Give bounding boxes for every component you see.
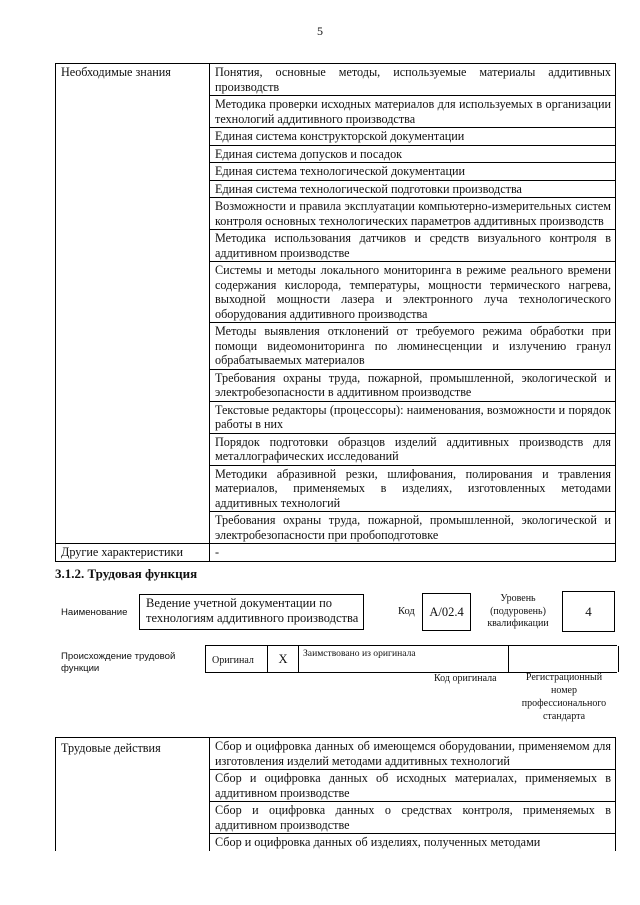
knowledge-item: Единая система технологической подготовки производства: [210, 180, 616, 198]
origin-label: Происхождение трудовой функции: [61, 651, 176, 674]
actions-table: [55, 737, 616, 851]
knowledge-item: Возможности и правила эксплуатации компьютерно-измерительных систем контроля основных технологических параметров аддитивных производств: [210, 198, 616, 230]
knowledge-item: Порядок подготовки образцов изделий аддитивных производств для металлографических исследований: [210, 433, 616, 465]
knowledge-item: Системы и методы локального мониторинга в режиме реального времени содержания кислорода, температуры, мощности термического нагрева, выходной мощности лазера и электронного луча технологического оборудования аддитивного производства: [210, 262, 616, 323]
level-label: Уровень (подуровень) квалификации: [487, 593, 549, 629]
borrowed-label: Заимствовано из оригинала: [303, 648, 416, 659]
other-label: Другие характеристики: [56, 544, 210, 562]
action-item: Сбор и оцифровка данных об изделиях, полученных методами: [210, 834, 616, 851]
origin-row: [205, 645, 617, 673]
knowledge-item: Единая система допусков и посадок: [210, 145, 616, 163]
actions-label: Трудовые действия: [56, 738, 210, 851]
original-cell: [205, 646, 268, 672]
page-number: 5: [317, 24, 323, 38]
reg-cell: [508, 646, 619, 672]
original-label: Оригинал: [212, 655, 254, 666]
knowledge-item: Текстовые редакторы (процессоры): наименования, возможности и порядок работы в них: [210, 401, 616, 433]
code-original-label: Код оригинала: [434, 673, 497, 684]
knowledge-item: Единая система технологической документации: [210, 163, 616, 181]
knowledge-item: Методика проверки исходных материалов для используемых в организации технологий аддитивного производства: [210, 96, 616, 128]
function-code: A/02.4: [422, 593, 471, 631]
knowledge-item: Методики абразивной резки, шлифования, полирования и травления материалов, применяемых в изделиях, изготовленных методами аддитивных технологий: [210, 465, 616, 512]
knowledge-item: Методика использования датчиков и средств визуального контроля в аддитивном производстве: [210, 230, 616, 262]
action-item: Сбор и оцифровка данных об имеющемся оборудовании, применяемом для изготовления изделий методами аддитивных технологий: [210, 738, 616, 770]
code-label: Код: [398, 606, 415, 617]
name-label: Наименование: [61, 607, 128, 618]
knowledge-item: Единая система конструкторской документации: [210, 128, 616, 146]
knowledge-label: Необходимые знания: [56, 64, 210, 544]
function-name: Ведение учетной документации по технологиям аддитивного производства: [139, 594, 364, 630]
borrowed-cell: [297, 646, 507, 672]
other-value: -: [210, 544, 616, 562]
knowledge-item: Понятия, основные методы, используемые материалы аддитивных производств: [210, 64, 616, 96]
reg-number-label: Регистрационный номер профессионального стандарта: [521, 672, 607, 722]
level-value: 4: [562, 591, 615, 632]
knowledge-table: [55, 63, 616, 562]
knowledge-item: Требования охраны труда, пожарной, промышленной, экологической и электробезопасности при пробоподготовке: [210, 512, 616, 544]
action-item: Сбор и оцифровка данных о средствах контроля, применяемых в аддитивном производстве: [210, 802, 616, 834]
action-item: Сбор и оцифровка данных об исходных материалах, применяемых в аддитивном производстве: [210, 770, 616, 802]
section-title: 3.1.2. Трудовая функция: [55, 566, 198, 581]
original-mark: X: [267, 646, 299, 672]
knowledge-item: Методы выявления отклонений от требуемого режима обработки при помощи видеомониторинга по люминесценции и излучению гранул обрабатываемых материалов: [210, 323, 616, 370]
knowledge-item: Требования охраны труда, пожарной, промышленной, экологической и электробезопасности в аддитивном производстве: [210, 369, 616, 401]
